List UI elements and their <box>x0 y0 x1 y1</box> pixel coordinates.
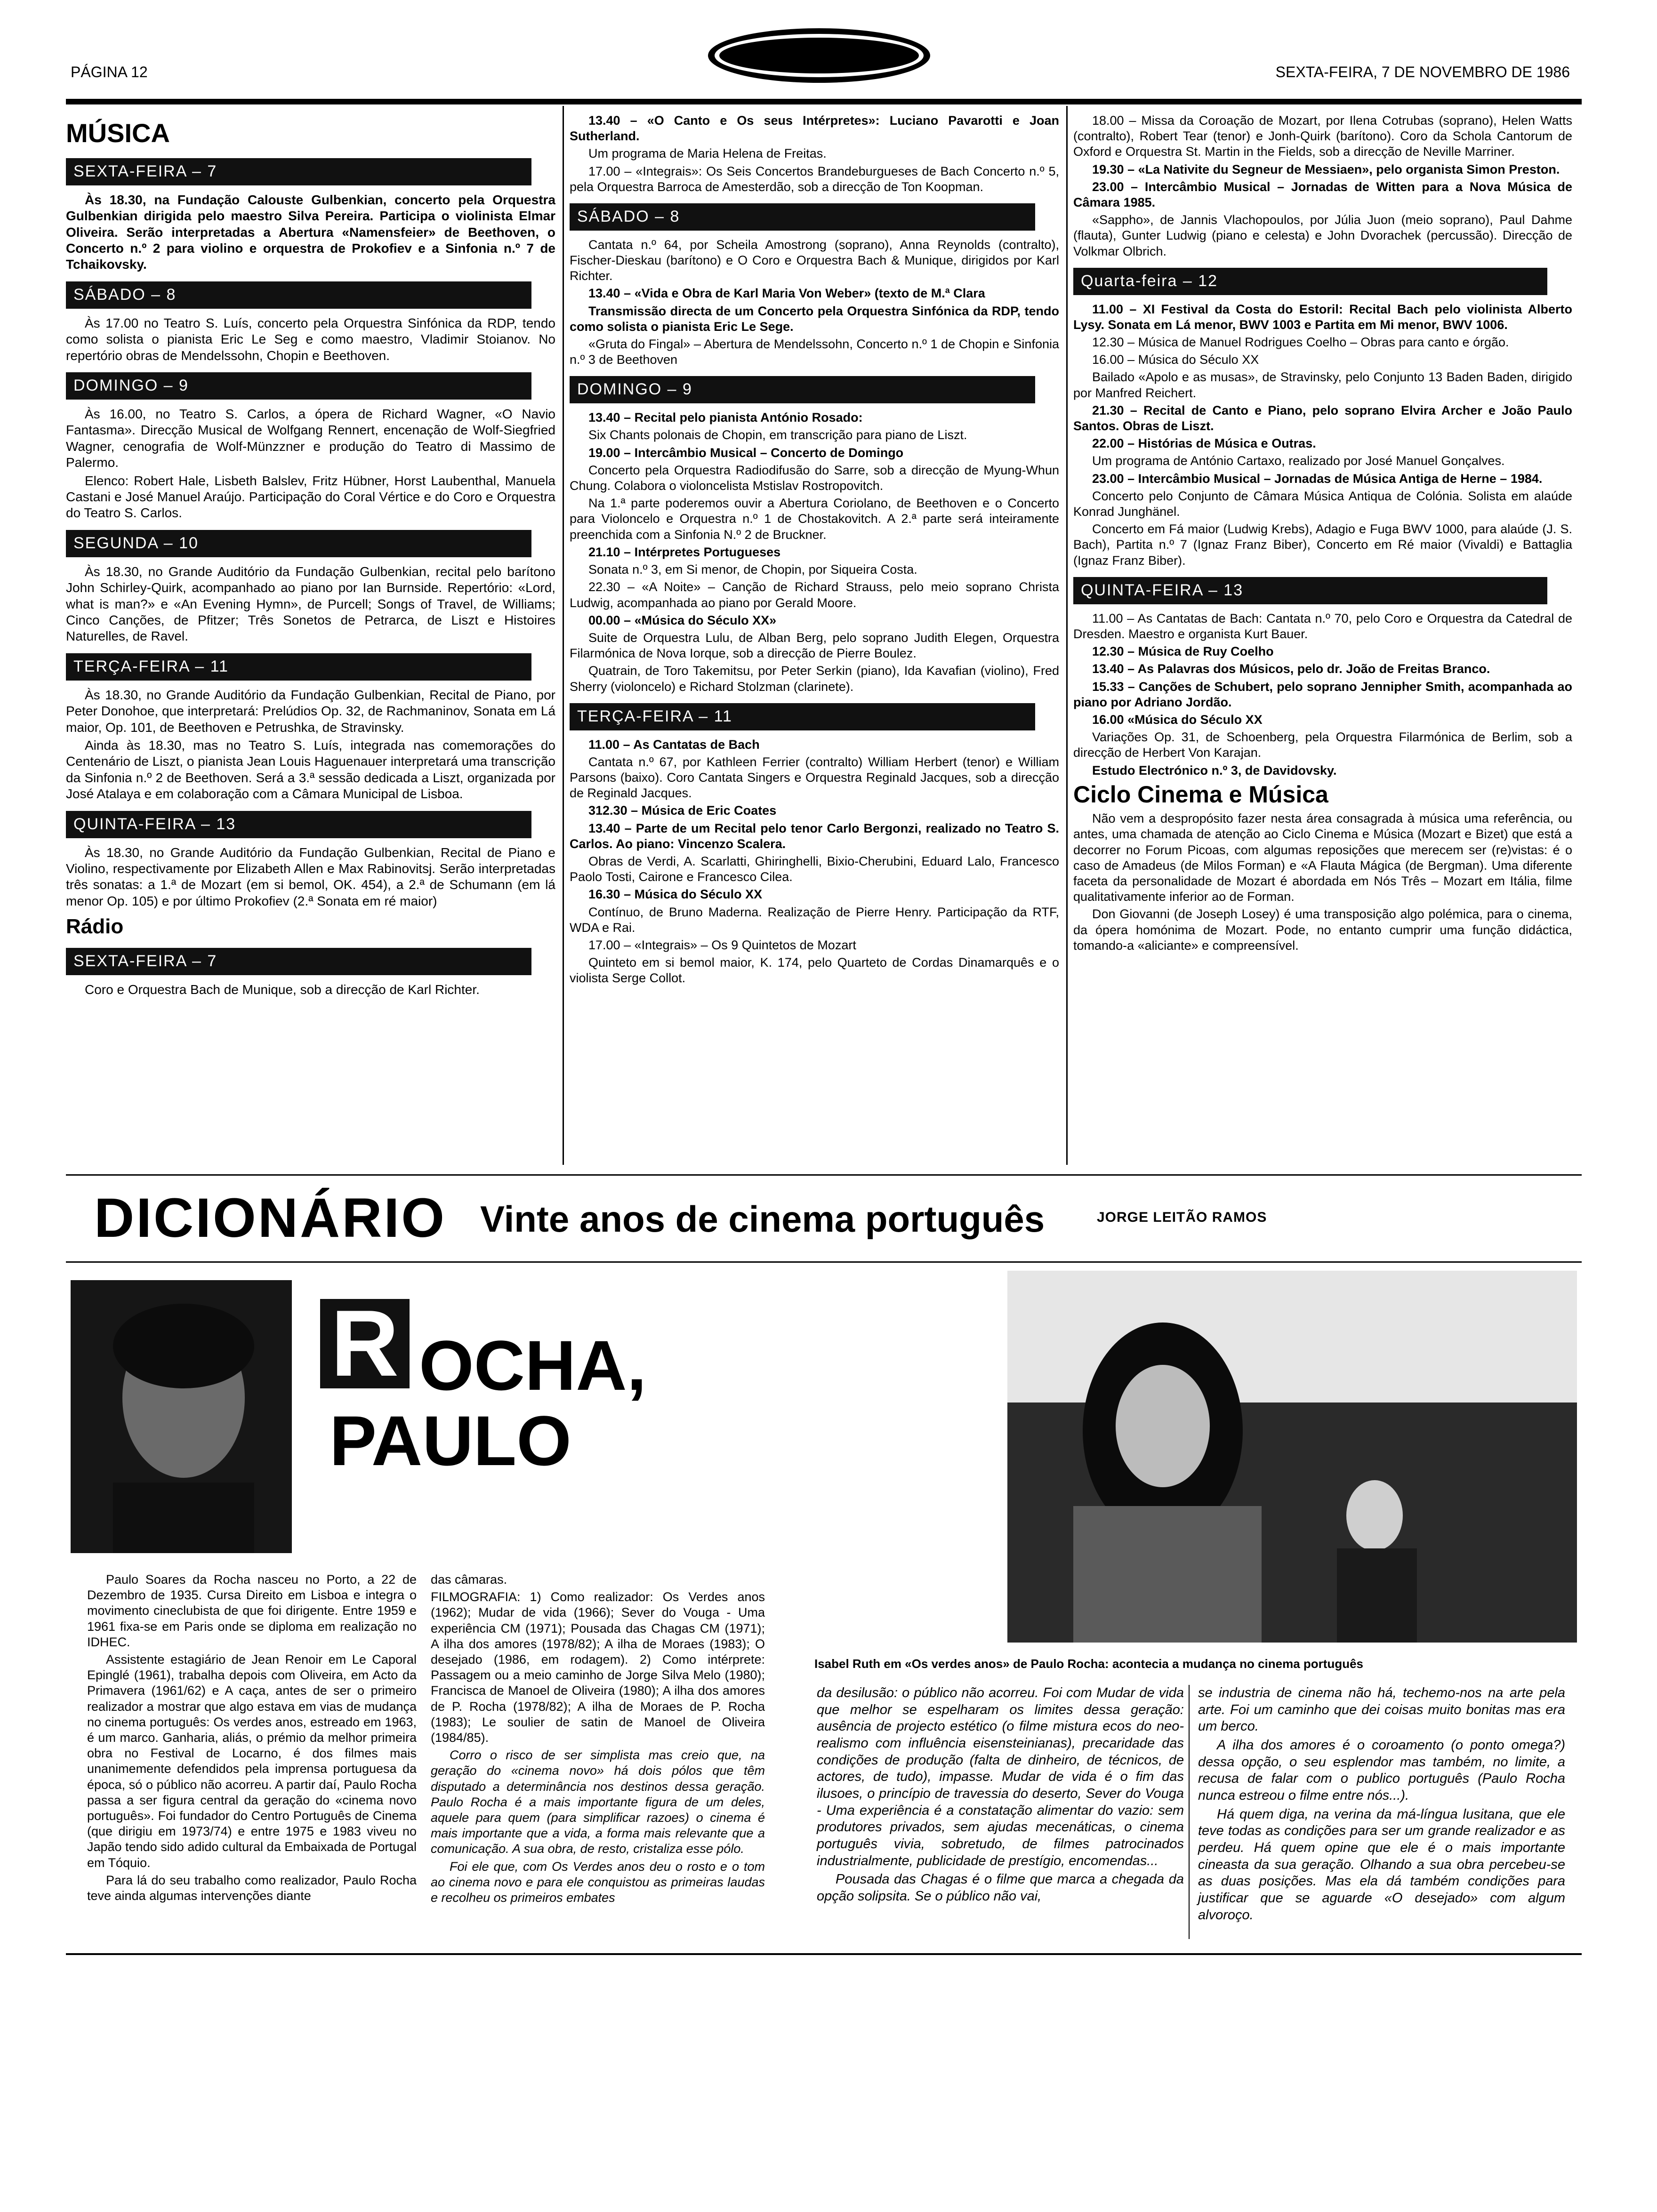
listing-item: 21.30 – Recital de Canto e Piano, pelo soprano Elvira Archer e João Paulo Santos. Obras de Liszt. <box>1073 403 1572 433</box>
listing-item: Ainda às 18.30, mas no Teatro S. Luís, integrada nas comemorações do Centenário de Liszt, o pianista Jean Louis Haguenauer interpretará uma transcrição da Sinfonia n.º 2 de Beethoven. Será a 3.ª sessão dedicada a Liszt, organizada por José Atalaya e em colaboração com a Câmara Municipal de Lisboa. <box>66 738 555 801</box>
listing-item: 13.40 – «O Canto e Os seus Intérpretes»: Luciano Pavarotti e Joan Sutherland. <box>570 113 1059 144</box>
column-divider <box>563 106 564 1165</box>
listing-item: Às 18.30, na Fundação Calouste Gulbenkian, concerto pela Orquestra Gulbenkian dirigida pelo maestro Silva Pereira. Participa o violinista Elmar Oliveira. Serão interpretadas a Abertura «Namensfeier» de Beethoven, o Concerto n.º 2 para violino e orquestra de Prokofiev e a Sinfonia n.º 7 de Tchaikovsky. <box>66 192 555 272</box>
body-paragraph: A ilha dos amores é o coroamento (o ponto omega?) dessa opção, o seu esplendor mas também, no limite, a recusa de falar com o publico português (Paulo Rocha nunca estreou o filme entre nós...). <box>1198 1737 1565 1803</box>
listing-item: 19.30 – «La Nativite du Segneur de Messiaen», pelo organista Simon Preston. <box>1092 162 1560 176</box>
cinema-section-title: Ciclo Cinema e Música <box>1073 781 1328 808</box>
listing-item: Às 18.30, no Grande Auditório da Fundação Gulbenkian, Recital de Piano e Violino, respectivamente por Elizabeth Allen e Max Rabinovitsj. Serão interpretadas três sonatas: a 1.ª de Mozart (em si bemol, OK. 454), a 2.ª de Schumann (em lá menor Op. 105) e por último Prokofiev (2.ª Sonata em ré maior) <box>66 845 555 908</box>
listing-item: 13.40 – «Vida e Obra de Karl Maria Von Weber» (texto de M.ª Clara <box>588 286 985 301</box>
listing-item: Sonata n.º 3, em Si menor, de Chopin, por Siqueira Costa. <box>588 562 917 577</box>
bottom-rule <box>66 1953 1582 1955</box>
cinema-paragraph: Don Giovanni (de Joseph Losey) é uma transposição algo polémica, para o cinema, da ópera homónima de Mozart. Pode, no entanto cumprir uma função didáctica, tomando-a «aliciante» e compreensível. <box>1073 907 1572 953</box>
day-bar-radio-quarta: Quarta-feira – 12 <box>1073 268 1547 295</box>
listing-item: Coro e Orquestra Bach de Munique, sob a direcção de Karl Richter. <box>85 982 480 997</box>
dicionario-col-4 <box>1198 1685 1565 1925</box>
banner-frame <box>66 1261 1582 1263</box>
body-paragraph: das câmaras. <box>431 1572 507 1587</box>
listing-item: Um programa de Maria Helena de Freitas. <box>588 146 827 161</box>
filmography: FILMOGRAFIA: 1) Como realizador: Os Verdes anos (1962); Mudar de vida (1966); Sever do Vouga - Uma experiência CM (1971); Pousada das Chagas CM (1971); A ilha dos amores (1978/82); A ilha de Moraes (1983); O desejado (1986, em rodagem). 2) Como intérprete: Passagem ou a meio caminho de Jorge Silva Melo (1980); Francisca de Manoel de Oliveira (1980); A ilha dos amores de P. Rocha (1978/82); A ilha de Moraes de P. Rocha (1983); Le soulier de satin de Manoel de Oliveira (1984/85). <box>431 1590 765 1745</box>
day-bar-segunda: SEGUNDA – 10 <box>66 530 531 557</box>
listing-item: 312.30 – Música de Eric Coates <box>588 803 777 818</box>
listing-item: Contínuo, de Bruno Maderna. Realização de Pierre Henry. Participação da RTF, WDA e Rai. <box>570 905 1059 935</box>
subject-firstname: PAULO <box>330 1401 571 1480</box>
subject-surname: OCHA, <box>419 1326 647 1405</box>
listing-item: 23.00 – Intercâmbio Musical – Jornadas de Witten para a Nova Música de Câmara 1985. <box>1073 179 1572 210</box>
listing-item: Suite de Orquestra Lulu, de Alban Berg, pelo soprano Judith Elegen, Orquestra Filarmónica de Nova Iorque, sob a direcção de Pierre Boulez. <box>570 630 1059 661</box>
section-title-musica: MÚSICA <box>66 118 170 148</box>
listing-item: Concerto em Fá maior (Ludwig Krebs), Adagio e Fuga BWV 1000, para alaúde (J. S. Bach), Partita n.º 7 (Ignaz Franz Biber), Concerto em Ré maior (Vivaldi) e Battaglia (Ignaz Franz Biber). <box>1073 522 1572 568</box>
listing-item: 19.00 – Intercâmbio Musical – Concerto de Domingo <box>588 445 904 460</box>
listing-item: Cantata n.º 67, por Kathleen Ferrier (contralto) William Herbert (tenor) e William Parsons (baixo). Coro Cantata Singers e Orquestra Reginald Jacques, sob a direcção de Reginald Jacques. <box>570 754 1059 801</box>
listing-item: Elenco: Robert Hale, Lisbeth Balslev, Fritz Hübner, Horst Laubenthal, Manuela Castani e José Manuel Araújo. Participação do Coral Vértice e do Coro e Orquestra do Teatro S. Carlos. <box>66 473 555 521</box>
listing-item: «Gruta do Fingal» – Abertura de Mendelssohn, Concerto n.º 1 de Chopin e Sinfonia n.º 3 de Beethoven <box>570 337 1059 367</box>
day-bar-radio-terca: TERÇA-FEIRA – 11 <box>570 703 1035 730</box>
listing-item: 11.00 – XI Festival da Costa do Estoril: Recital Bach pelo violinista Alberto Lysy. Sonata em Lá menor, BWV 1003 e Partita em Mi menor, BWV 1006. <box>1073 302 1572 332</box>
listing-item: «Sappho», de Jannis Vlachopoulos, por Júlia Juon (meio soprano), Paul Dahme (flauta), Gunter Ludwig (piano e celesta) e John Dvorachek (percussão). Direcção de Volkmar Olbrich. <box>1073 213 1572 258</box>
dicionario-col-2 <box>431 1572 765 1907</box>
day-bar-sexta: SEXTA-FEIRA – 7 <box>66 158 531 185</box>
listing-item: Variações Op. 31, de Schoenberg, pela Orquestra Filarmónica de Berlim, sob a direcção de Herbert Von Karajan. <box>1073 730 1572 760</box>
listing-item: 11.00 – As Cantatas de Bach: Cantata n.º 70, pelo Coro e Orquestra da Catedral de Dresden. Maestro e organista Kurt Bauer. <box>1073 611 1572 641</box>
body-paragraph: Paulo Soares da Rocha nasceu no Porto, a 22 de Dezembro de 1935. Cursa Direito em Lisboa e integra o movimento cineclubista de que foi dirigente. Entre 1959 e 1961 fixa-se em Paris onde se diploma em realização no IDHEC. <box>87 1572 417 1649</box>
body-paragraph: se industria de cinema não há, techemo-nos na arte pela arte. Foi um caminho que dei coisas muito bonitas mas era um berco. <box>1198 1685 1565 1734</box>
listing-item: Às 18.30, no Grande Auditório da Fundação Gulbenkian, recital pelo barítono John Schirley-Quirk, acompanhado ao piano por Ian Burnside. Repertório: «Lord, what is man?» e «An Evening Hymn», de Purcell; Songs of Travel, de Williams; Cinco Canções, de Pfitzer; Três Sonetos de Petrarca, de Liszt e Histoires Naturelles, de Ravel. <box>66 564 555 644</box>
photo-caption: Isabel Ruth em «Os verdes anos» de Paulo Rocha: acontecia a mudança no cinema português <box>814 1657 1364 1671</box>
dicionario-col-3 <box>817 1685 1184 1907</box>
portrait-photo <box>71 1280 292 1553</box>
dicionario-author: JORGE LEITÃO RAMOS <box>1097 1210 1267 1225</box>
listing-item: 21.10 – Intérpretes Portugueses <box>588 545 781 559</box>
body-paragraph: Corro o risco de ser simplista mas creio que, na geração do «cinema novo» há dois pólos que têm disputado a determinância nos destinos dessa geração. Paulo Rocha é a mais importante figura de um deles, aquele para quem (para simplificar razoes) o cinema é mais importante que a vida, a forma mais relevante que a comunicação. A sua obra, de resto, cristaliza esse pólo. <box>431 1748 765 1856</box>
day-bar-terca: TERÇA-FEIRA – 11 <box>66 653 531 681</box>
day-bar-radio-sabado: SÁBADO – 8 <box>570 203 1035 231</box>
radio-column-2 <box>570 113 1059 988</box>
cartaz-logo <box>706 24 932 85</box>
listing-item: 22.00 – Histórias de Música e Outras. <box>1092 436 1316 451</box>
column-divider <box>1066 106 1068 1165</box>
issue-date: SEXTA-FEIRA, 7 DE NOVEMBRO DE 1986 <box>1275 64 1570 80</box>
listing-item: 13.40 – As Palavras dos Músicos, pelo dr. João de Freitas Branco. <box>1092 662 1490 676</box>
listing-item: 17.00 – «Integrais»: Os Seis Concertos Brandeburgueses de Bach Concerto n.º 5, pela Orquestra Barroca de Amesterdão, sob a direcção de Ton Koopman. <box>570 164 1059 194</box>
listing-item: Estudo Electrónico n.º 3, de Davidovsky. <box>1092 763 1337 777</box>
musica-column <box>66 111 555 1000</box>
listing-item: Às 16.00, no Teatro S. Carlos, a ópera de Richard Wagner, «O Navio Fantasma». Direcção Musical de Wolfgang Rennert, encenação de Wolf-Siegfried Wagner, cenografia de Wolf-Münzzner e produção do Teatro di Massimo de Palermo. <box>66 406 555 470</box>
listing-item: Na 1.ª parte poderemos ouvir a Abertura Coriolano, de Beethoven e o Concerto para Violoncelo e Orquestra n.º 1 de Chostakovitch. A 2.ª parte será inteiramente preenchida com a Sinfonia N.º 2 de Bruckner. <box>570 496 1059 542</box>
listing-item: Cantata n.º 64, por Scheila Amostrong (soprano), Anna Reynolds (contralto), Fischer-Dieskau (barítono) e O Coro e Orquestra Bach & Munique, dirigidos por Karl Richter. <box>570 237 1059 283</box>
body-paragraph: Assistente estagiário de Jean Renoir em Le Caporal Epinglé (1961), trabalha depois com Oliveira, em Acto da Primavera (1961/62) e A caça, antes de ser o primeiro realizador a mostrar que algo estava em vias de mudança no cinema português: Os verdes anos, estreado em 1963, é um marco. Ganharia, aliás, o prémio da melhor primeira obra no Festival de Locarno, é dos filmes mais unanimemente defendidos pela imprensa portuguesa da época, só o público não acorreu. A partir daí, Paulo Rocha passa a ser figura central da geração do «cinema novo português». Foi fundador do Centro Português de Cinema (que dirigiu em 1973/74) e entre 1975 e 1983 viveu no Japão tendo sido adido cultural da Embaixada de Portugal em Tóquio. <box>87 1652 417 1870</box>
dicionario-col-1 <box>87 1572 417 1906</box>
dicionario-title: DICIONÁRIO <box>94 1187 446 1249</box>
day-bar-quinta: QUINTA-FEIRA – 13 <box>66 811 531 838</box>
listing-item: 17.00 – «Integrais» – Os 9 Quintetos de Mozart <box>588 938 856 952</box>
listing-item: Às 17.00 no Teatro S. Luís, concerto pela Orquestra Sinfónica da RDP, tendo como solista o pianista Eric Le Seg e como maestro, Vladimir Stoianov. No repertório obras de Mendelssohn, Chopin e Beethoven. <box>66 315 555 363</box>
drop-initial: R <box>320 1299 410 1388</box>
listing-item: Concerto pelo Conjunto de Câmara Música Antiqua de Colónia. Solista em alaúde Konrad Junghänel. <box>1073 489 1572 519</box>
listing-item: 22.30 – «A Noite» – Canção de Richard Strauss, pelo meio soprano Christa Ludwig, acompanhada ao piano por Gerald Moore. <box>570 580 1059 610</box>
banner-frame <box>66 1174 1582 1176</box>
listing-item: 13.40 – Recital pelo pianista António Rosado: <box>588 410 863 425</box>
listing-item: 15.33 – Canções de Schubert, pelo soprano Jennipher Smith, acompanhada ao piano por Adriano Jordão. <box>1073 679 1572 709</box>
listing-item: Um programa de António Cartaxo, realizado por José Manuel Gonçalves. <box>1092 454 1505 468</box>
body-paragraph: Há quem diga, na verina da má-língua lusitana, que ele teve todas as condições para ser um grande realizador e as perdeu. Há quem opine que ele é o mais importante cineasta da sua geração. Olhando a sua obra percebeu-se as duas posições. Mas ela dá também condições para justificar que se aguarde «O desejado» com algum alvoroço. <box>1198 1806 1565 1923</box>
listing-item: 11.00 – As Cantatas de Bach <box>588 737 760 752</box>
listing-item: Concerto pela Orquestra Radiodifusão do Sarre, sob a direcção de Myung-Whun Chung. Colabora o violoncelista Mstislav Rostropovitch. <box>570 463 1059 493</box>
dicionario-subtitle: Vinte anos de cinema português <box>480 1198 1045 1240</box>
body-paragraph: Foi ele que, com Os Verdes anos deu o rosto e o tom ao cinema novo e para ele conquistou as primeiras laudas e recolheu os primeiros embates <box>431 1859 765 1905</box>
body-paragraph: da desilusão: o público não acorreu. Foi com Mudar de vida que melhor se espelharam os limites dessa geração: ausência de projecto estético (o filme mistura ecos do neo-realismo com influência eisensteinianas), precaridade das condições de produção (falta de dinheiro, de técnicos, de actores, de tudo), impasse. Mudar de vida é o fim das ilusoes, o princípio de travessia do deserto, Sever do Vouga - Uma experiência é a constatação alimentar do vazio: sem produtores privados, sem ajudas mecenáticas, o cinema português vivia, sobretudo, de filmes patrocinados industrialmente, publicidade de prestígio, encomendas... <box>817 1685 1184 1868</box>
section-title-radio: Rádio <box>66 915 124 938</box>
film-still-image <box>1007 1271 1577 1643</box>
page-number: PÁGINA 12 <box>71 64 148 80</box>
listing-item: Six Chants polonais de Chopin, em transcrição para piano de Liszt. <box>588 428 967 442</box>
listing-item: Às 18.30, no Grande Auditório da Fundação Gulbenkian, Recital de Piano, por Peter Donohoe, que interpretará: Prelúdios Op. 32, de Rachmaninov, Sonata em Lá maior, Op. 101, de Beethoven e Petrushka, de Stravinsky. <box>66 687 555 735</box>
listing-item: 18.00 – Missa da Coroação de Mozart, por Ilena Cotrubas (soprano), Helen Watts (contralto), Robert Tear (tenor) e Jonh-Quirk (barítono). Coro da Schola Cantorum de Oxford e Orquestra St. Martin in the Fields, sob a direcção de Neville Marriner. <box>1073 113 1572 159</box>
cinema-paragraph: Não vem a despropósito fazer nesta área consagrada à música uma referência, ou antes, uma chamada de atenção ao Ciclo Cinema e Música (Mozart e Bizet) que está a decorrer no Forum Picoas, com algumas reposições que merecem ser (re)vistas: é o caso de Amadeus (de Milos Forman) e «A Flauta Mágica (de Bergman). Uma diferente faceta da personalidade de Mozart é abordada em Nós Três – Mozart em Itália, filme qualitativamente inferior ao de Forman. <box>1073 811 1572 904</box>
top-rule <box>66 99 1582 104</box>
day-bar-sabado: SÁBADO – 8 <box>66 281 531 309</box>
listing-item: 12.30 – Música de Ruy Coelho <box>1092 644 1274 659</box>
listing-item: 16.00 – Música do Século XX <box>1092 353 1259 367</box>
listing-item: Transmissão directa de um Concerto pela Orquestra Sinfónica da RDP, tendo como solista o pianista Eric Le Sege. <box>570 304 1059 334</box>
listing-item: Bailado «Apolo e as musas», de Stravinsky, pelo Conjunto 13 Baden Baden, dirigido por Manfred Reichert. <box>1073 370 1572 400</box>
day-bar-radio-quinta: QUINTA-FEIRA – 13 <box>1073 577 1547 604</box>
body-paragraph: Pousada das Chagas é o filme que marca a chegada da opção solipsita. Se o público não vai, <box>817 1872 1184 1904</box>
day-bar-radio-sexta: SEXTA-FEIRA – 7 <box>66 948 531 975</box>
listing-item: 12.30 – Música de Manuel Rodrigues Coelho – Obras para canto e órgão. <box>1092 335 1509 350</box>
listing-item: Quatrain, de Toro Takemitsu, por Peter Serkin (piano), Ida Kavafian (violino), Fred Sherry (violoncelo) e Richard Stolzman (clarinete). <box>570 664 1059 694</box>
listing-item: Obras de Verdi, A. Scarlatti, Ghiringhelli, Bixio-Cherubini, Eduard Lalo, Francesco Paolo Tosti, Cairone e Francesco Cilea. <box>570 854 1059 884</box>
listing-item: 13.40 – Parte de um Recital pelo tenor Carlo Bergonzi, realizado no Teatro S. Carlos. Ao piano: Vincenzo Scalera. <box>570 821 1059 851</box>
film-still-photo <box>1007 1271 1577 1643</box>
listing-item: Quinteto em si bemol maior, K. 174, pelo Quarteto de Cordas Dinamarquês e o violista Serge Collot. <box>570 955 1059 986</box>
radio-column-3 <box>1073 113 1572 955</box>
column-divider <box>1189 1685 1190 1939</box>
body-paragraph: Para lá do seu trabalho como realizador, Paulo Rocha teve ainda algumas intervenções diante <box>87 1873 417 1903</box>
listing-item: 00.00 – «Música do Século XX» <box>588 613 777 627</box>
listing-item: 16.00 «Música do Século XX <box>1092 712 1263 727</box>
day-bar-domingo: DOMINGO – 9 <box>66 372 531 400</box>
day-bar-radio-domingo: DOMINGO – 9 <box>570 376 1035 403</box>
portrait-image <box>71 1280 292 1553</box>
listing-item: 23.00 – Intercâmbio Musical – Jornadas de Música Antiga de Herne – 1984. <box>1092 471 1543 486</box>
listing-item: 16.30 – Música do Século XX <box>588 887 763 902</box>
